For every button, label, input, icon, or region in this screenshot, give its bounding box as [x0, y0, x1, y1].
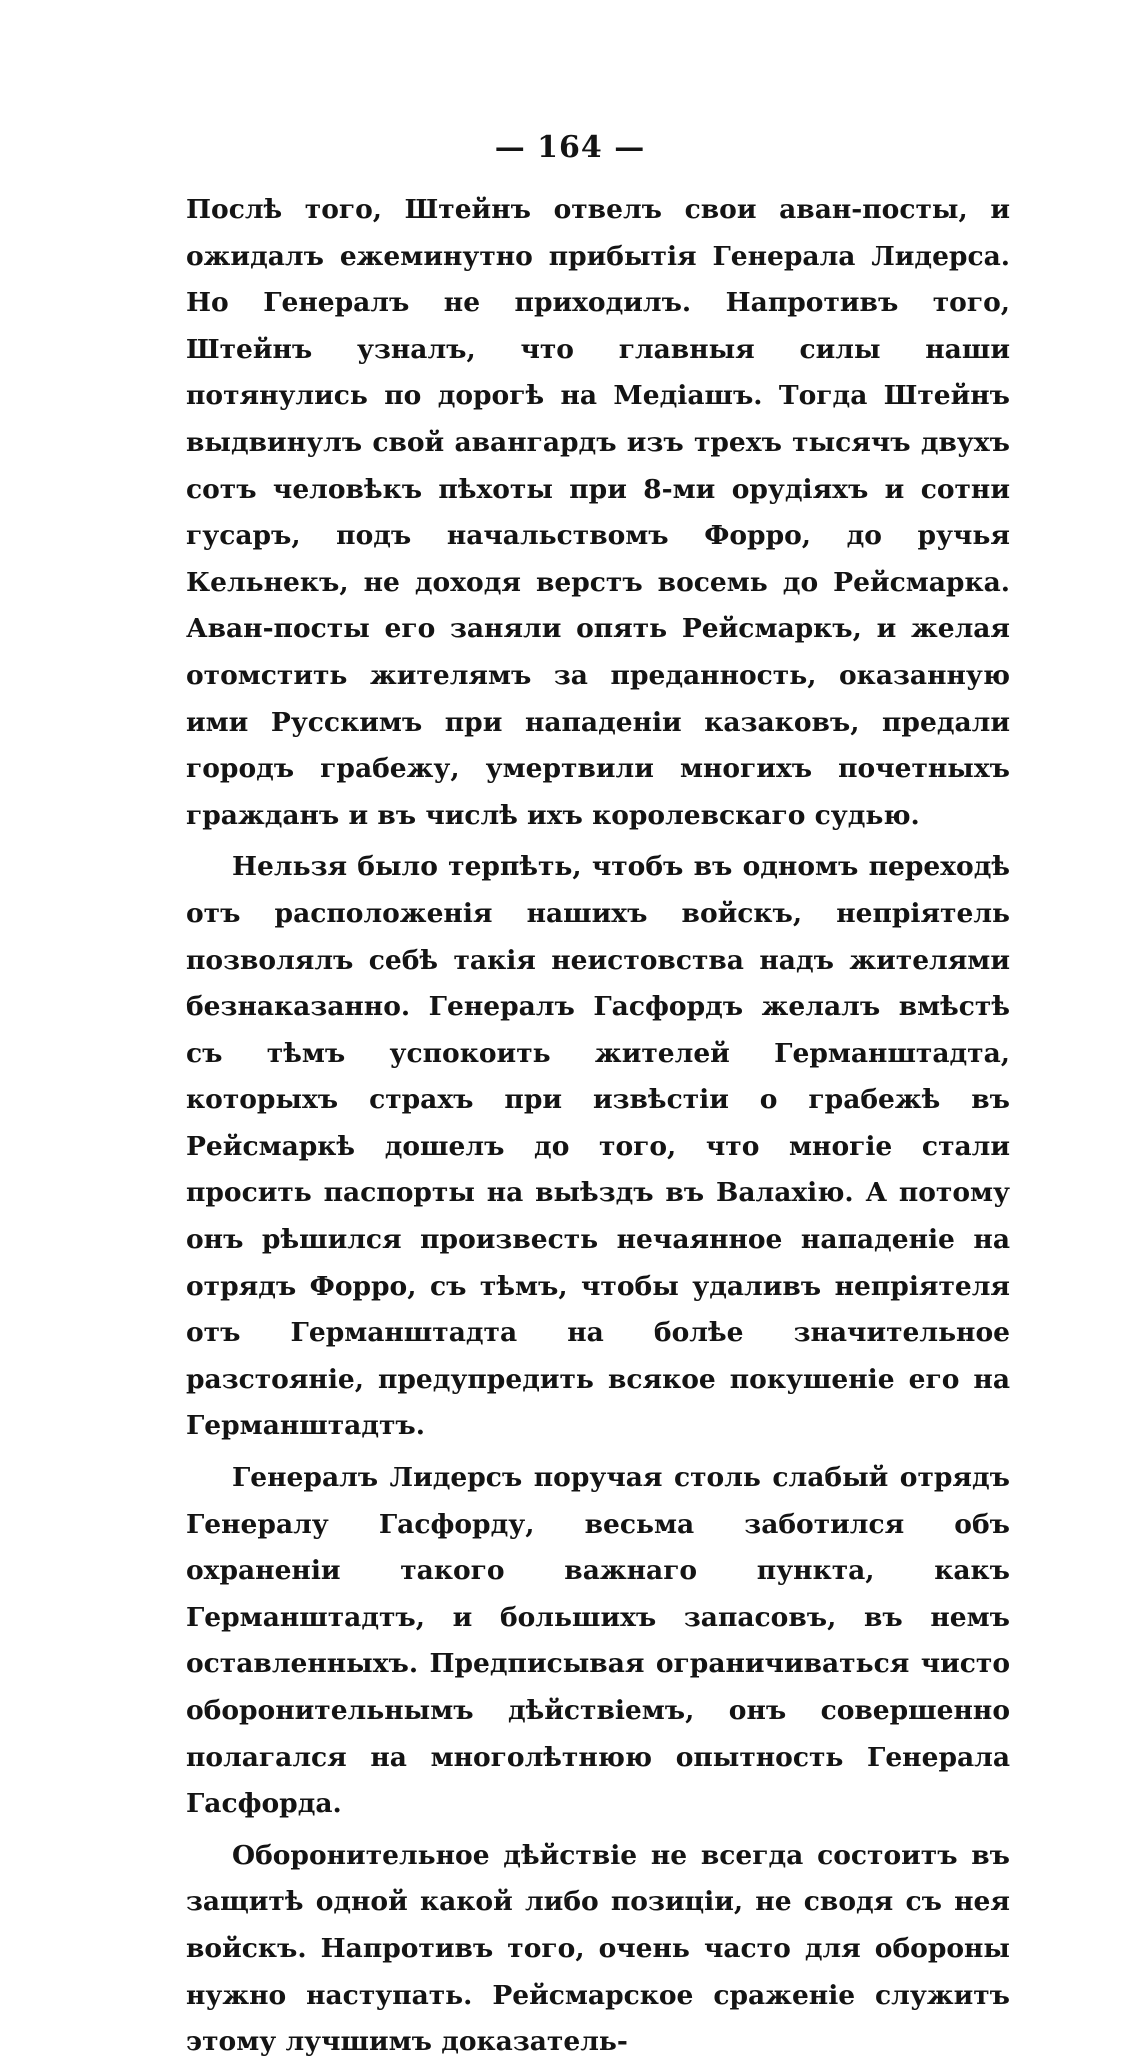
paragraph: Генералъ Лидерсъ поручая столь слабый отрядъ Генералу Гасфорду, весьма заботился объ охраненіи такого важнаго пункта, какъ Германштадтъ, и большихъ запасовъ, въ немъ оставленныхъ. Предписывая ограничиваться чисто оборонительнымъ дѣйствіемъ, онъ совершенно полагался на многолѣтнюю опытность Генерала Гасфорда. — [186, 1462, 1010, 1820]
paragraph: Послѣ того, Штейнъ отвелъ свои аван-посты, и ожидалъ ежеминутно прибытія Генерала Лидерса. Но Генералъ не приходилъ. Напротивъ того, Штейнъ узналъ, что главныя силы наши потянулись по дорогѣ на Медіашъ. Тогда Штейнъ выдвинулъ свой авангардъ изъ трехъ тысячъ двухъ сотъ человѣкъ пѣхоты при 8-ми орудіяхъ и сотни гусаръ, подъ начальствомъ Форро, до ручья Кельнекъ, не доходя верстъ восемь до Рейсмарка. Аван-посты его заняли опять Рейсмаркъ, и желая отомстить жителямъ за преданность, оказанную ими Русскимъ при нападеніи казаковъ, предали городъ грабежу, умертвили многихъ почетныхъ гражданъ и въ числѣ ихъ королевскаго судью. — [186, 194, 1010, 831]
page-number: — 164 — — [494, 130, 646, 165]
body-text — [186, 187, 1010, 2066]
paragraph: Оборонительное дѣйствіе не всегда состоитъ въ защитѣ одной какой либо позиціи, не сводя съ нея войскъ. Напротивъ того, очень часто для обороны нужно наступать. Рейсмарское сраженіе служитъ этому лучшимъ доказатель- — [186, 1839, 1010, 2058]
paragraph: Нельзя было терпѣть, чтобъ въ одномъ переходѣ отъ расположенія нашихъ войскъ, непріятель позволялъ себѣ такія неистовства надъ жителями безнаказанно. Генералъ Гасфордъ желалъ вмѣстѣ съ тѣмъ успокоить жителей Германштадта, которыхъ страхъ при извѣстіи о грабежѣ въ Рейсмаркѣ дошелъ до того, что многіе стали просить паспорты на выѣздъ въ Валахію. А потому онъ рѣшился произвесть нечаянное нападеніе на отрядъ Форро, съ тѣмъ, чтобы удаливъ непріятеля отъ Германштадта на болѣе значительное разстояніе, предупредить всякое покушеніе его на Германштадтъ. — [186, 851, 1010, 1442]
